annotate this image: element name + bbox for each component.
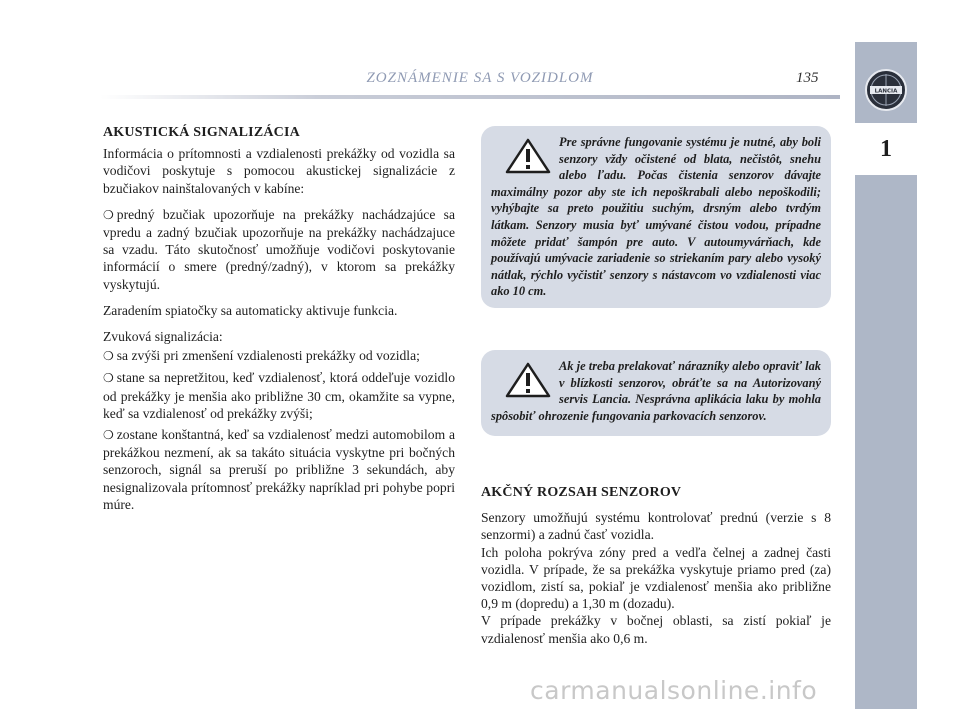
paragraph: V prípade prekážky v bočnej oblasti, sa zistí pokiaľ je vzdialenosť menšia ako 0,6 m. [481, 613, 831, 646]
paragraph: Ich poloha pokrýva zóny pred a vedľa čelnej a zadnej časti vozidla. V prípade, že sa prekážka vyskytuje priamo pred (za) vozidlom, zistí sa, pokiaľ je vzdialenosť menšia ako približne 0,9 m (dopredu) a 1,30 m (dozadu). [481, 544, 831, 612]
bullet-icon: ❍ [103, 428, 114, 443]
page-number: 135 [796, 70, 819, 86]
intro-paragraph: Informácia o prítomnosti a vzdialenosti prekážky od vozidla sa vodičovi poskytuje s pomocou akustickej signalizácie z bzučiakov nainštalovaných v kabíne: [103, 146, 455, 196]
lancia-logo-icon [864, 68, 908, 112]
section-acoustic-signaling [103, 124, 455, 517]
paragraph: Senzory umožňujú systému kontrolovať prednú (verzie s 8 senzormi) a zadnú časť vozidla. [481, 510, 831, 543]
bullet-icon: ❍ [103, 207, 114, 222]
reverse-paragraph: Zaradením spiatočky sa automaticky aktivuje funkcia. [103, 302, 398, 318]
warning-box-cleaning [481, 126, 831, 308]
warning-text: Pre správne fungovanie systému je nutné, aby boli senzory vždy očistené od blata, nečistôt, snehu alebo ľadu. Počas čistenia senzorov dávajte maximálny pozor aby ste ich nepoškrabali alebo nepoškodili; vyhýbajte sa preto použitiu suchým, drsným alebo tvrdým látkam. Senzory musia byť umývané čistou vodou, prípadne môžete pridať šampón pre auto. V autoumyvárňach, kde používajú umývacie zariadenie so striekaním pary alebo vysoký nátlak, rýchlo vyčistiť senzory s nástavcom vo vzdialenosti viac ako 10 cm. [491, 135, 821, 299]
section-heading: AKČNÝ ROZSAH SENZOROV [481, 485, 682, 500]
header-rule [100, 95, 840, 99]
chapter-number: 1 [855, 123, 917, 175]
list-item: ❍ zostane konštantná, keď sa vzdialenosť medzi automobilom a prekážkou nezmení, ak sa takáto situácia vyskytne pri bočných senzoroch, signál sa preruší po približne 3 sekundách, aby nesignalizovala prítomnosť prekážky napríklad pri pohybe popri múre. [103, 427, 455, 512]
watermark: carmanualsonline.info [530, 676, 818, 705]
warning-box-painting [481, 350, 831, 436]
warning-triangle-icon [505, 138, 551, 174]
warning-triangle-icon [505, 362, 551, 398]
running-header-title: ZOZNÁMENIE SA S VOZIDLOM [366, 70, 594, 86]
section-sensor-range [481, 484, 831, 647]
section-heading: AKUSTICKÁ SIGNALIZÁCIA [103, 125, 300, 140]
logo-text: LANCIA [874, 88, 898, 95]
sound-intro: Zvuková signalizácia: [103, 329, 223, 345]
warning-text: Ak je treba prelakovať nárazníky alebo opraviť lak v blízkosti senzorov, obráťte sa na Autorizovaný servis Lancia. Nesprávna aplikácia laku by mohla spôsobiť ohrozenie fungovania parkovacích senzorov. [491, 359, 821, 423]
list-item: ❍ predný bzučiak upozorňuje na prekážky nachádzajúce sa vpredu a zadný bzučiak upozorňuje na prekážky nachádzajuce sa vzadu. Táto skutočnosť umožňuje vodičovi poskytovanie informácií o smere (predný/zadný), v ktorom sa prekážky vyskytujú. [103, 206, 455, 292]
list-item: ❍ sa zvýši pri zmenšení vzdialenosti prekážky od vozidla; [103, 348, 420, 364]
list-item: ❍ stane sa nepretžitou, keď vzdialenosť, ktorá oddeľuje vozidlo od prekážky je menšia ako približne 30 cm, okamžite sa vypne, keď sa vzdialenosť od prekážky zvýši; [103, 370, 455, 421]
bullet-icon: ❍ [103, 371, 114, 386]
bullet-icon: ❍ [103, 349, 114, 364]
